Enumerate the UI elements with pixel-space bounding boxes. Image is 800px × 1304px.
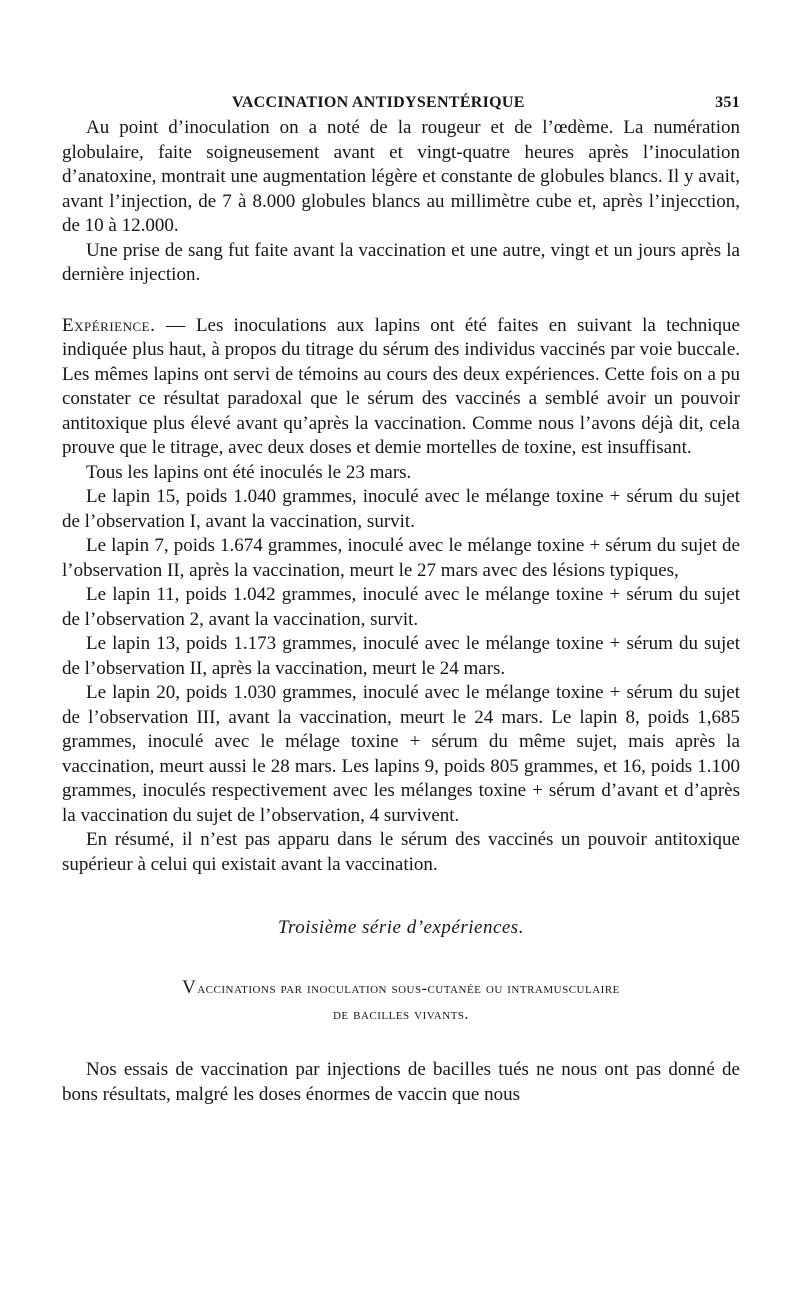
result-line-6: Le lapin 20, poids 1.030 grammes, inoculé avec le mélange toxine + sérum du sujet de l’observation III, avant la vaccination, meurt le 24 mars. Le lapin 8, poids 1,685 grammes, inoculé avec le mélage toxine + sérum du même sujet, mais après la vaccination, meurt aussi le 28 mars. Les lapins 9, poids 805 grammes, et 16, poids 1.100 grammes, inoculés respectivement avec les mélanges toxine + sérum d’avant et d’après la vaccination du sujet de l’observation, 4 survivent. xyxy=(62,682,740,826)
running-title: VACCINATION ANTIDYSENTÉRIQUE xyxy=(232,94,525,111)
paragraph-experience xyxy=(62,314,740,461)
section-title: Troisième série d’expériences. xyxy=(278,917,524,938)
experience-label: Expérience. — xyxy=(62,314,186,336)
experience-text: Les inoculations aux lapins ont été faites en suivant la technique indiquée plus haut, à propos du titrage du sérum des individus vaccinés par voie buccale. Les mêmes lapins ont servi de témoins au cours des deux expériences. Cette fois on a pu constater ce résultat paradoxal que le sérum des vaccinés a semblé avoir un pouvoir antitoxique plus élevé avant qu’après la vaccination. Comme nous l’avons déjà dit, cela prouve que le titrage, avec deux doses et demie mortelles de toxine, est insuffisant. xyxy=(62,314,740,458)
result-line-5: Le lapin 13, poids 1.173 grammes, inoculé avec le mélange toxine + sérum du sujet de l’observation II, après la vaccination, meurt le 24 mars. xyxy=(62,633,740,679)
paragraph-final: Nos essais de vaccination par injections de bacilles tués ne nous ont pas donné de bons résultats, malgré les doses énormes de vaccin que nous xyxy=(62,1059,740,1105)
result-line-4: Le lapin 11, poids 1.042 grammes, inoculé avec le mélange toxine + sérum du sujet de l’observation 2, avant la vaccination, survit. xyxy=(62,584,740,630)
result-summary: En résumé, il n’est pas apparu dans le sérum des vaccinés un pouvoir antitoxique supérieur à celui qui existait avant la vaccination. xyxy=(62,829,740,875)
paragraph-inoculation: Au point d’inoculation on a noté de la rougeur et de l’œdème. La numération globulaire, faite soigneusement avant et vingt-quatre heures après l’inoculation d’anatoxine, montrait une augmentation légère et constante de globules blancs. Il y avait, avant l’injection, de 7 à 8.000 globules blancs au millimètre cube et, après l’injecction, de 10 à 12.000. xyxy=(62,117,740,236)
subtitle-line-1: accinations par inoculation sous-cutanée ou intramusculaire xyxy=(197,980,620,997)
paragraph-blood-sample: Une prise de sang fut faite avant la vaccination et une autre, vingt et un jours après la dernière injection. xyxy=(62,239,740,285)
subtitle-line-2: de bacilles vivants. xyxy=(332,1006,470,1023)
page-header xyxy=(62,86,740,116)
subtitle-initial: V xyxy=(182,977,198,998)
result-line-3: Le lapin 7, poids 1.674 grammes, inoculé avec le mélange toxine + sérum du sujet de l’observation II, après la vaccination, meurt le 27 mars avec des lésions typiques, xyxy=(62,535,740,581)
result-line-1: Tous les lapins ont été inoculés le 23 mars. xyxy=(86,461,412,483)
document-page xyxy=(62,86,740,1107)
page-number: 351 xyxy=(715,94,740,111)
result-line-2: Le lapin 15, poids 1.040 grammes, inoculé avec le mélange toxine + sérum du sujet de l’observation I, avant la vaccination, survit. xyxy=(62,486,740,532)
section-subtitle xyxy=(62,975,740,1028)
